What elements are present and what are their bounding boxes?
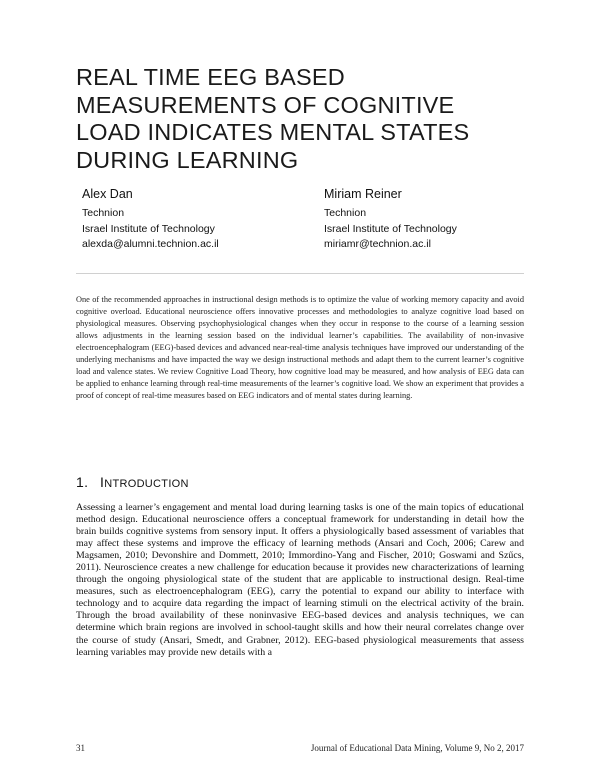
author-affiliation: Technion — [324, 207, 367, 219]
paper-title: REAL TIME EEG BASED MEASUREMENTS OF COGNITIVE LOAD INDICATES MENTAL STATES DURING LEARNING — [76, 64, 470, 173]
journal-footer: Journal of Educational Data Mining, Volume 9, No 2, 2017 — [310, 743, 524, 753]
author-email: miriamr@technion.ac.il — [324, 238, 431, 250]
author-affiliation: Technion — [82, 207, 125, 219]
author-block-1 — [82, 186, 219, 253]
section-title-initial: I — [100, 474, 105, 490]
author-name: Miriam Reiner — [324, 187, 402, 201]
author-email: alexda@alumni.technion.ac.il — [82, 238, 219, 250]
divider — [76, 273, 524, 274]
abstract-paragraph: One of the recommended approaches in instructional design methods is to optimize the value of working memory capacity and avoid cognitive overload. Educational neuroscience offers innovative processes and methodologies to analyze cognitive load based on physiological measures. Observing psychophysiological changes when they occur in response to the course of a learning session allows adjustments in the learning session based on the individual learner’s capabilities. The availability of non-invasive electroencephalogram (EEG)-based devices and advanced near-real-time analysis techniques have improved our understanding of the underlying mechanisms and have impacted the way we design instructional methods and adapt them to the current learner’s cognitive load and valence states. We review Cognitive Load Theory, how cognitive load may be measured, and how analysis of EEG data can be applied to enhance learning through real-time measurements of the learner’s cognitive load. We show an experiment that provides a proof of concept of real-time measures based on EEG indicators and of mental states during learning. — [76, 295, 524, 401]
author-institute: Israel Institute of Technology — [82, 222, 215, 235]
page-number: 31 — [76, 743, 85, 753]
author-institute: Israel Institute of Technology — [324, 222, 457, 235]
intro-paragraph: Assessing a learner’s engagement and mental load during learning tasks is one of the main topics of educational method design. Educational neuroscience offers a conceptual framework for understanding in detail how the brain builds cognitive systems from sensory input. It offers a physiologically based assessment of variables that may affect these systems and improve the efficacy of learning methods (Ansari and Coch, 2006; Carew and Magsamen, 2010; Devonshire and Dommett, 2010; Immordino-Yang and Fischer, 2010; Goswami and Szűcs, 2011). Neuroscience creates a new challenge for education because it provides new characterizations of learning through the ongoing physiological state of the student that are applicable to instructional design. Real-time measures, such as electroencephalogram (EEG), carry the potential to expand our ability to interface with technology and to acquire data regarding the impact of learning stimuli on the electrical activity of the brain. Through the broad availability of these noninvasive EEG-based devices and analysis techniques, we can determine which brain regions are involved in school-taught skills and how their neural correlates change over the course of study (Ansari, Smedt, and Grabner, 2012). EEG-based physiological measurements that assess learning variables may provide new details with a — [76, 502, 524, 658]
section-number: 1. — [76, 474, 89, 490]
author-name: Alex Dan — [82, 187, 133, 201]
section-title-rest: NTRODUCTION — [104, 478, 189, 490]
section-heading — [76, 474, 189, 490]
author-block-2 — [324, 186, 457, 253]
